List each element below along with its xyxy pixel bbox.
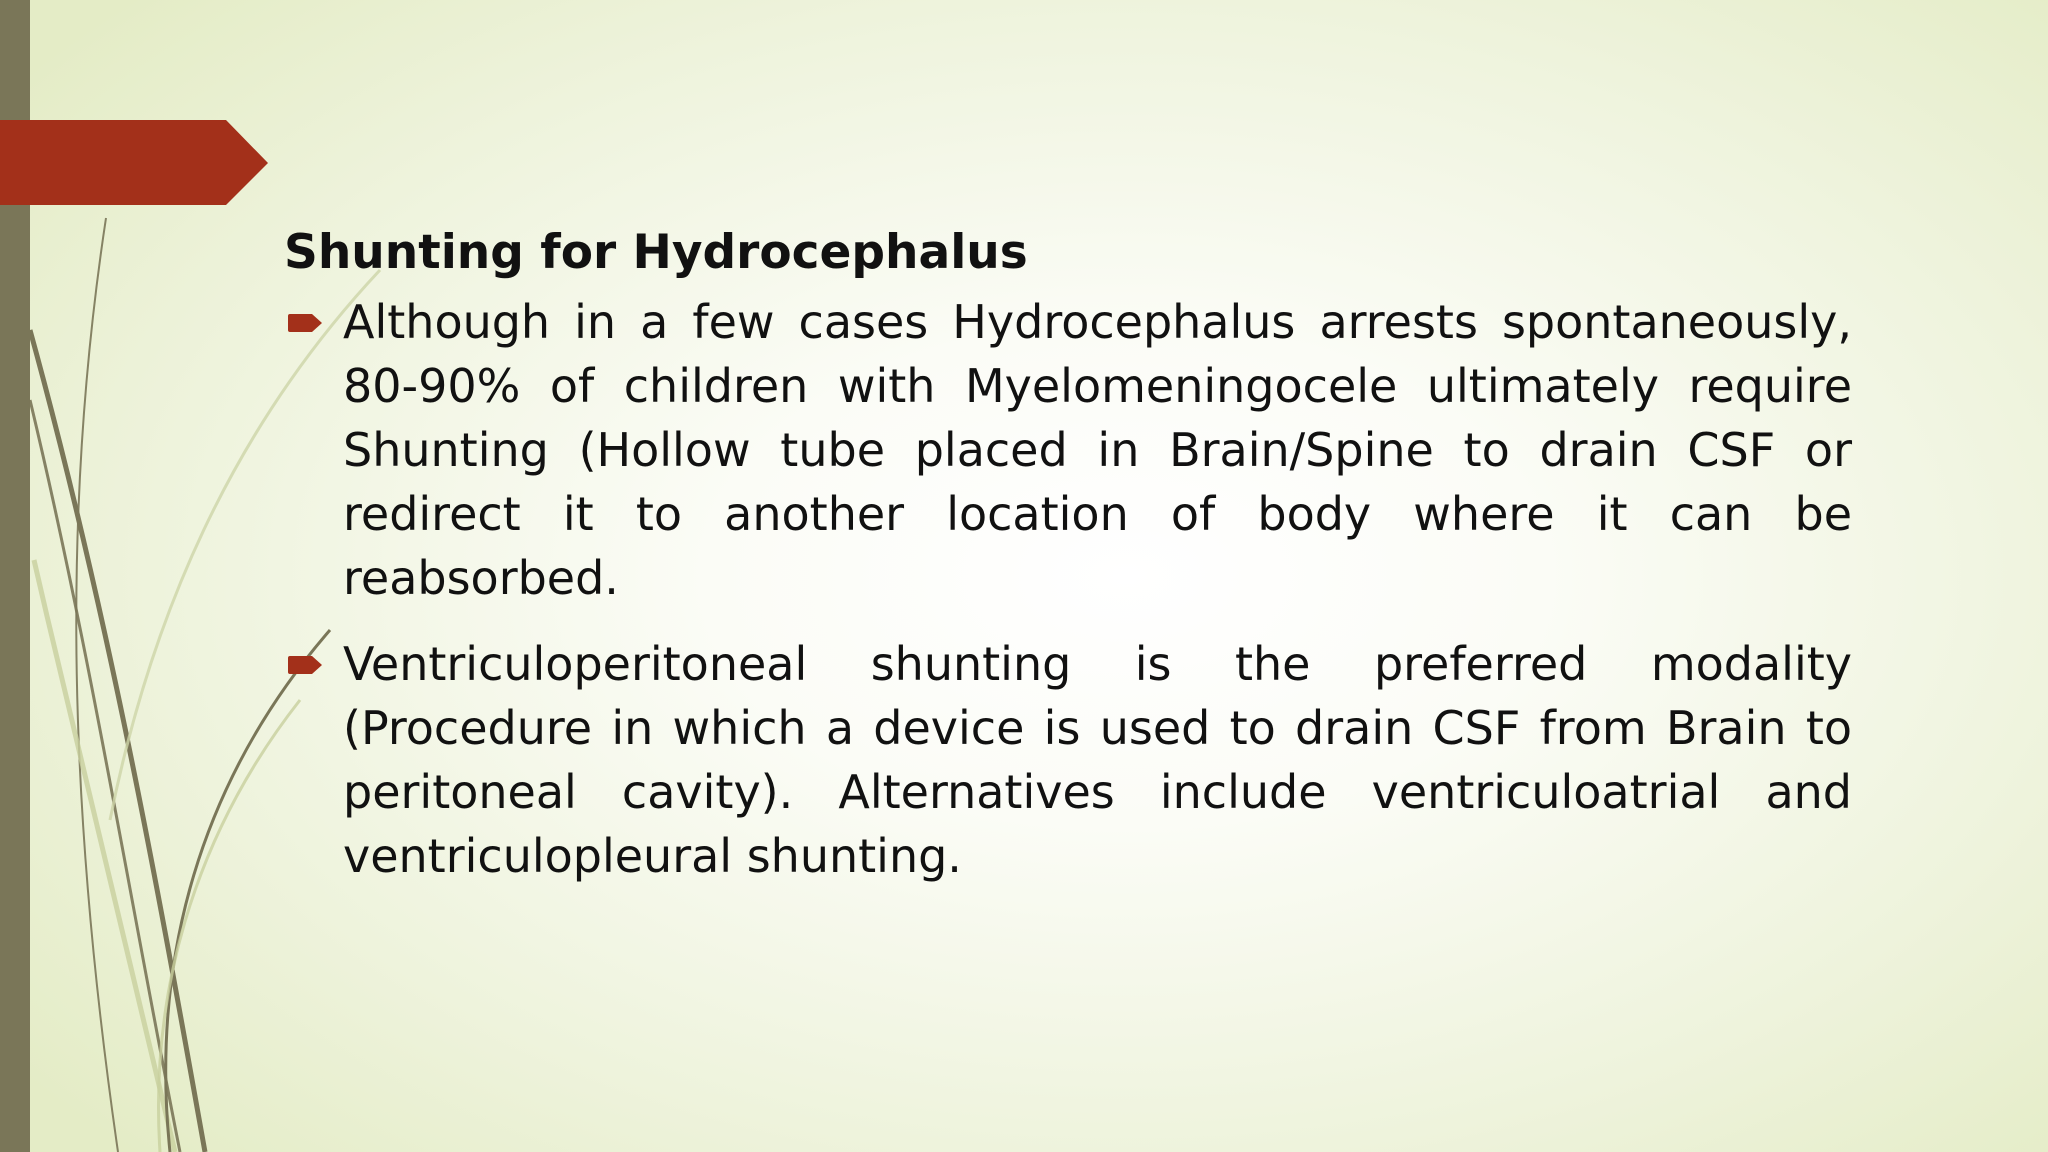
bullet-item (284, 290, 1852, 610)
arrow-right-icon (286, 312, 324, 334)
accent-arrow-tab (0, 0, 270, 210)
bullet-item (284, 632, 1852, 888)
slide-title: Shunting for Hydrocephalus (284, 225, 1028, 280)
bullet-text: Although in a few cases Hydrocephalus arrests spontaneously, 80-90% of children with Myelomeningocele ultimately require Shunting (Hollow tube placed in Brain/Spine to drain CSF or redirect it to another location of body where it can be reabsorbed. (343, 295, 1852, 605)
bullet-list (284, 290, 1852, 888)
bullet-text: Ventriculoperitoneal shunting is the preferred modality (Procedure in which a device is used to drain CSF from Brain to peritoneal cavity). Alternatives include ventriculoatrial and ventriculopleural shunting. (343, 637, 1852, 883)
arrow-right-icon (286, 654, 324, 676)
slide-content (284, 222, 1852, 910)
